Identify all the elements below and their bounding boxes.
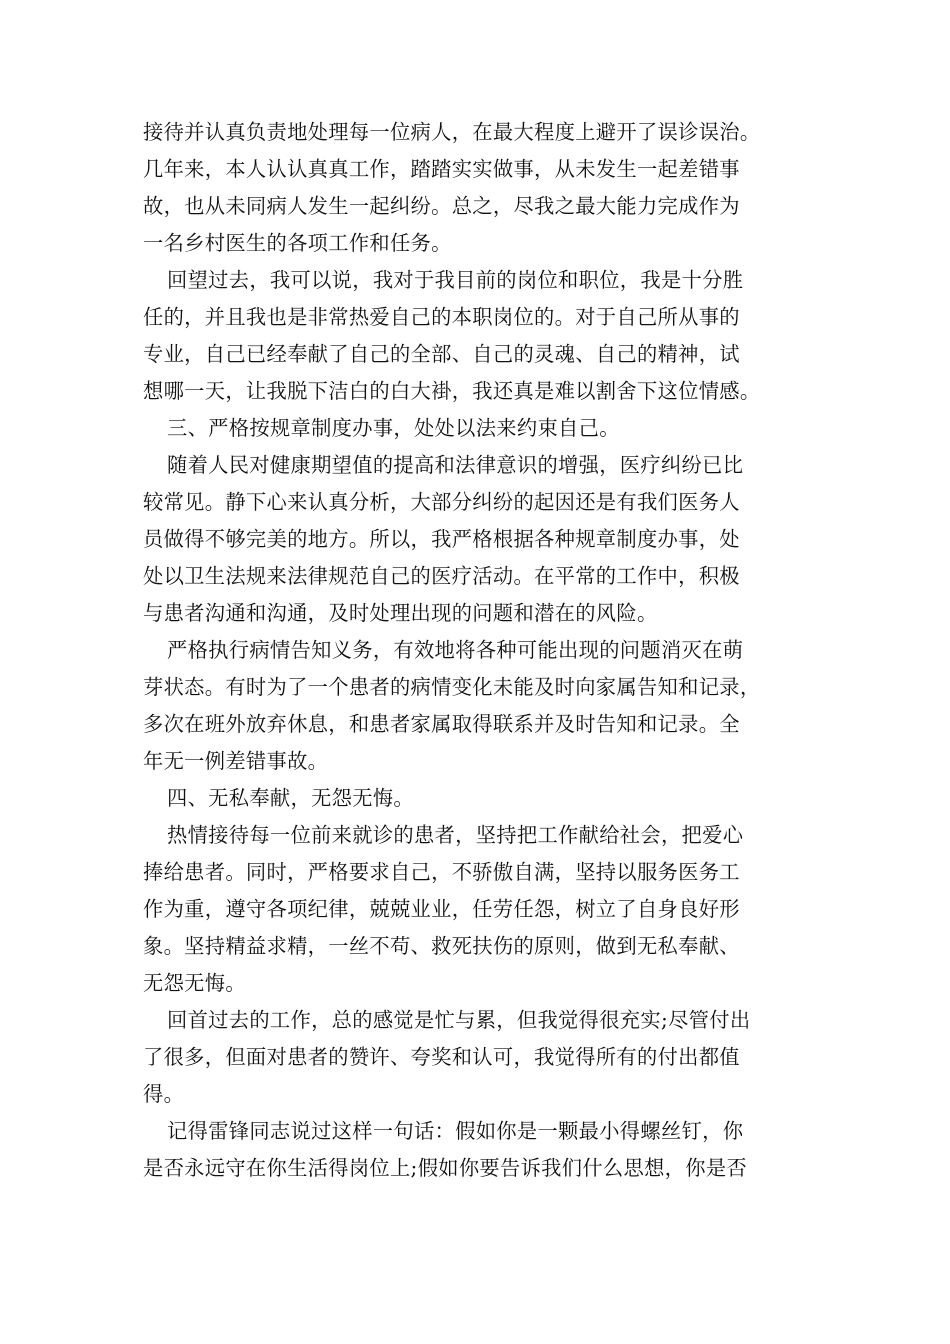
text-line: 一名乡村医生的各项工作和任务。: [143, 231, 452, 255]
text-line: 得。: [143, 1082, 185, 1106]
body-text: [143, 114, 807, 1187]
text-line: 象。坚持精益求精，一丝不苟、救死扶伤的原则，做到无私奉献、: [143, 934, 740, 958]
text-line: 是否永远守在你生活得岗位上;假如你要告诉我们什么思想，你是否: [143, 1156, 747, 1180]
text-line: 员做得不够完美的地方。所以，我严格根据各种规章制度办事，处: [143, 527, 740, 551]
text-line: 四、无私奉献，无怨无悔。: [167, 786, 414, 810]
text-line: 几年来，本人认认真真工作，踏踏实实做事，从未发生一起差错事: [143, 157, 740, 181]
text-line: 多次在班外放弃休息，和患者家属取得联系并及时告知和记录。全: [143, 712, 740, 736]
text-line: 严格执行病情告知义务，有效地将各种可能出现的问题消灭在萌: [167, 638, 744, 662]
text-line: 芽状态。有时为了一个患者的病情变化未能及时向家属告知和记录，: [143, 675, 761, 699]
text-line: 回望过去，我可以说，我对于我目前的岗位和职位，我是十分胜: [167, 268, 744, 292]
text-line: 较常见。静下心来认真分析，大部分纠纷的起因还是有我们医务人: [143, 490, 740, 514]
text-line: 故，也从未同病人发生一起纠纷。总之，尽我之最大能力完成作为: [143, 194, 740, 218]
text-line: 与患者沟通和沟通，及时处理出现的问题和潜在的风险。: [143, 601, 658, 625]
text-line: 三、严格按规章制度办事，处处以法来约束自己。: [167, 416, 620, 440]
text-line: 回首过去的工作，总的感觉是忙与累，但我觉得很充实;尽管付出: [167, 1008, 751, 1032]
text-line: 了很多，但面对患者的赞许、夸奖和认可，我觉得所有的付出都值: [143, 1045, 740, 1069]
text-line: 捧给患者。同时，严格要求自己，不骄傲自满，坚持以服务医务工: [143, 860, 740, 884]
text-line: 无怨无悔。: [143, 971, 246, 995]
text-line: 想哪一天，让我脱下洁白的白大褂，我还真是难以割舍下这位情感。: [143, 379, 761, 403]
text-line: 任的，并且我也是非常热爱自己的本职岗位的。对于自己所从事的: [143, 305, 740, 329]
text-line: 热情接待每一位前来就诊的患者，坚持把工作献给社会，把爱心: [167, 823, 744, 847]
text-line: 作为重，遵守各项纪律，兢兢业业，任劳任怨，树立了自身良好形: [143, 897, 740, 921]
text-line: 记得雷锋同志说过这样一句话：假如你是一颗最小得螺丝钉，你: [167, 1119, 744, 1143]
text-line: 随着人民对健康期望值的提高和法律意识的增强，医疗纠纷已比: [167, 453, 744, 477]
text-line: 专业，自己已经奉献了自己的全部、自己的灵魂、自己的精神，试: [143, 342, 740, 366]
text-line: 年无一例差错事故。: [143, 749, 329, 773]
text-line: 接待并认真负责地处理每一位病人，在最大程度上避开了误诊误治。: [143, 120, 761, 144]
text-line: 处以卫生法规来法律规范自己的医疗活动。在平常的工作中，积极: [143, 564, 740, 588]
